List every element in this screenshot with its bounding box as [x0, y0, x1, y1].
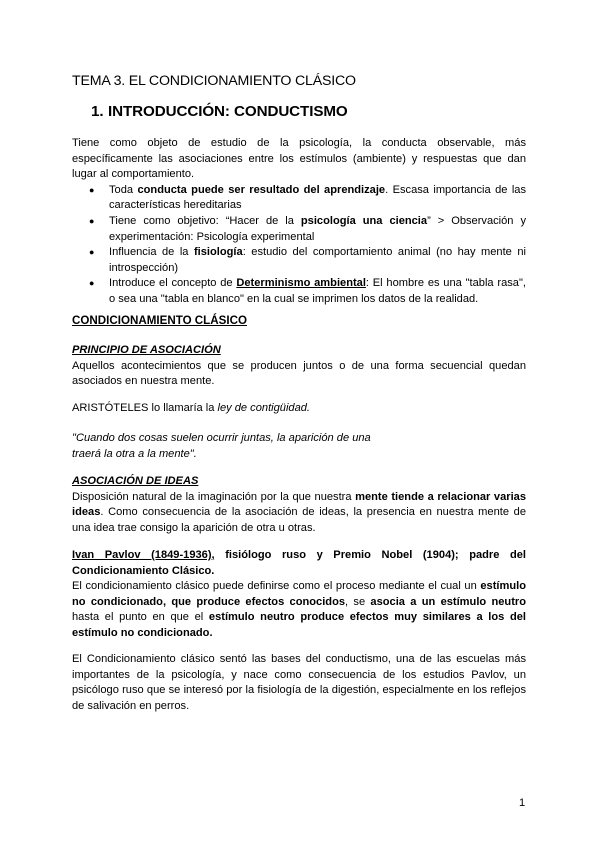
intro-block	[72, 136, 526, 308]
final-paragraph: El Condicionamiento clásico sentó las bases del conductismo, una de las escuelas más importantes de la psicología, y nace como consecuencia de los estudios Pavlov, un psicólogo ruso que se interesó por la fisiología de la digestión, especialmente en los reflejos de salivación en perros.	[72, 653, 526, 712]
bullet-icon: ●	[89, 278, 95, 289]
quote-line-2: traerá la otra a la mente".	[72, 447, 197, 460]
ideas-heading: ASOCIACIÓN DE IDEAS	[72, 475, 199, 487]
bullet-icon: ●	[89, 215, 95, 226]
document-title: TEMA 3. EL CONDICIONAMIENTO CLÁSICO	[72, 73, 356, 89]
page-number: 1	[519, 797, 526, 809]
principio-text: Aquellos acontecimientos que se producen juntos o de una forma secuencial quedan asociados en nuestra mente.	[72, 359, 526, 388]
pavlov-block	[72, 548, 526, 642]
principio-block	[72, 343, 526, 390]
intro-paragraph: Tiene como objeto de estudio de la psicología, la conducta observable, más específicamente las asociaciones entre los estímulos (ambiente) y respuestas que dan lugar al comportamiento.	[72, 137, 526, 181]
heading-text: INTRODUCCIÓN: CONDUCTISMO	[108, 103, 348, 120]
bullet-icon: ●	[89, 247, 95, 258]
list-item: ● Toda conducta puede ser resultado del aprendizaje. Escasa importancia de las características hereditarias	[89, 183, 527, 212]
quote-line-1: "Cuando dos cosas suelen ocurrir juntas, la aparición de una	[72, 432, 371, 444]
section-heading-introduccion	[91, 103, 348, 120]
list-item: ● Tiene como objetivo: “Hacer de la psicología una ciencia” > Observación y experimentación: Psicología experimental	[89, 214, 527, 243]
quote-block	[72, 431, 526, 462]
bullet-icon: ●	[89, 184, 95, 195]
ideas-paragraph: Disposición natural de la imaginación por la que nuestra mente tiende a relacionar varias ideas. Como consecuencia de la asociación de ideas, la presencia en nuestra mente de una idea trae consigo la aparición de otra u otras.	[72, 490, 526, 534]
heading-number: 1.	[91, 103, 104, 120]
list-item: ● Influencia de la fisiología: estudio del comportamiento animal (no hay mente ni introspección)	[89, 246, 526, 274]
conductismo-bullet-list	[72, 183, 526, 308]
ideas-block	[72, 474, 526, 536]
pavlov-paragraph: El condicionamiento clásico puede definirse como el proceso mediante el cual un estímulo no condicionado, que produce efectos conocidos, se asocia a un estímulo neutro hasta el punto en que el estímulo neutro produce efectos muy similares a los del estímulo no condicionado.	[72, 580, 526, 639]
list-item: ● Introduce el concepto de Determinismo ambiental: El hombre es una "tabla rasa", o sea una "tabla en blanco" en la cual se imprimen los datos de la realidad.	[89, 277, 526, 305]
pavlov-heading: Ivan Pavlov (1849-1936), fisiólogo ruso y Premio Nobel (1904); padre del Condicionamiento Clásico.	[72, 549, 526, 577]
principio-heading: PRINCIPIO DE ASOCIACIÓN	[72, 344, 221, 356]
final-block	[72, 652, 526, 714]
aristoteles-line: ARISTÓTELES lo llamaría la ley de contigüidad.	[72, 402, 311, 414]
section-title-condicionamiento: CONDICIONAMIENTO CLÁSICO	[72, 314, 247, 327]
